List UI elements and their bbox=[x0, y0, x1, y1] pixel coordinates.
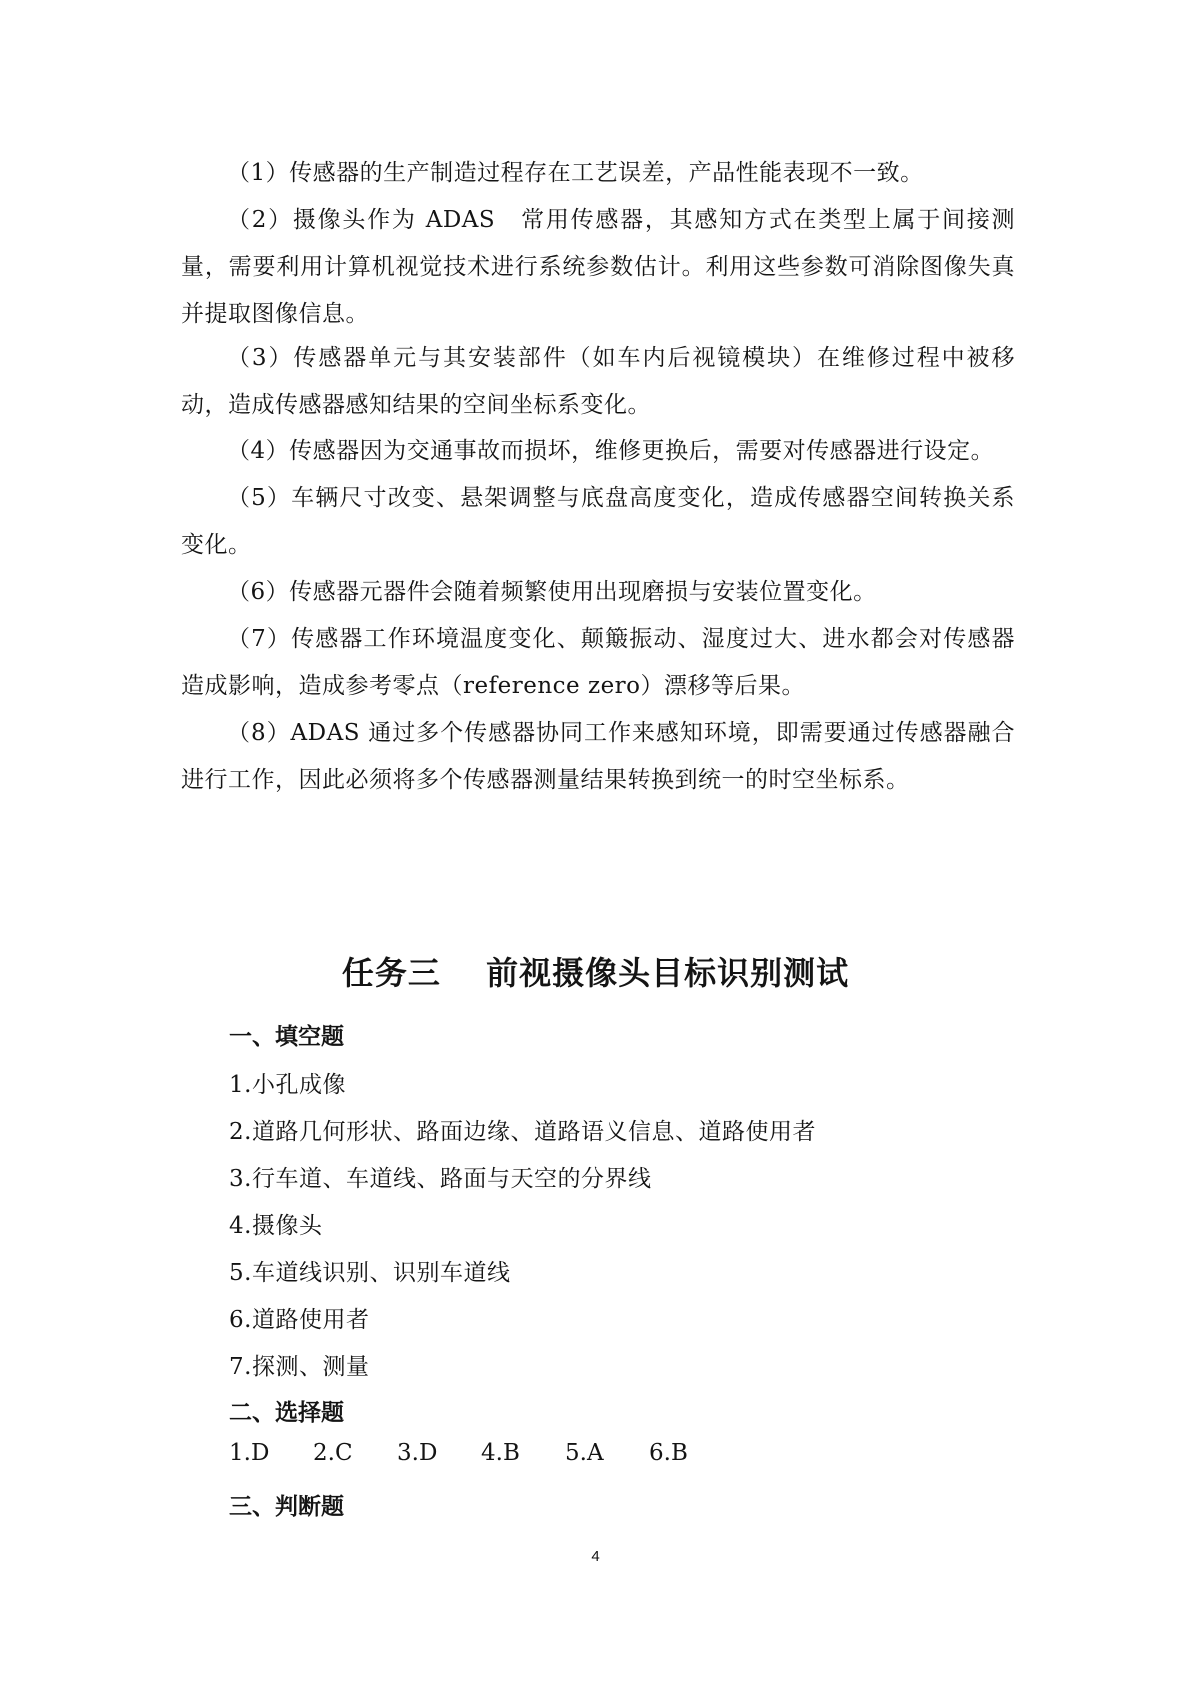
paragraph-4: （4）传感器因为交通事故而损坏，维修更换后，需要对传感器进行设定。 bbox=[227, 438, 995, 464]
paragraph-6: （6）传感器元器件会随着频繁使用出现磨损与安装位置变化。 bbox=[227, 579, 877, 605]
true-false-heading: 三、判断题 bbox=[229, 1494, 344, 1520]
paragraph-7: （7）传感器工作环境温度变化、颠簸振动、湿度过大、进水都会对传感器造成影响，造成参考零点（reference zero）漂移等后果。 bbox=[181, 626, 1015, 699]
choice-answer-3: 3.D bbox=[397, 1440, 438, 1466]
choice-answer-4: 4.B bbox=[481, 1440, 520, 1466]
paragraph-8: （8）ADAS 通过多个传感器协同工作来感知环境，即需要通过传感器融合进行工作，因此必须将多个传感器测量结果转换到统一的时空坐标系。 bbox=[181, 720, 1015, 793]
fill-blank-answer-3: 3.行车道、车道线、路面与天空的分界线 bbox=[229, 1166, 652, 1192]
multiple-choice-answers bbox=[229, 1440, 733, 1466]
paragraph-1: （1）传感器的生产制造过程存在工艺误差，产品性能表现不一致。 bbox=[227, 160, 924, 186]
fill-blank-answer-2: 2.道路几何形状、路面边缘、道路语义信息、道路使用者 bbox=[229, 1119, 816, 1145]
paragraph-5: （5）车辆尺寸改变、悬架调整与底盘高度变化，造成传感器空间转换关系变化。 bbox=[181, 485, 1015, 558]
paragraph-3: （3）传感器单元与其安装部件（如车内后视镜模块）在维修过程中被移动，造成传感器感知结果的空间坐标系变化。 bbox=[181, 345, 1015, 418]
fill-blank-answer-7: 7.探测、测量 bbox=[229, 1354, 370, 1380]
choice-answer-6: 6.B bbox=[649, 1440, 688, 1466]
choice-answer-5: 5.A bbox=[565, 1440, 604, 1466]
fill-blank-answer-1: 1.小孔成像 bbox=[229, 1072, 346, 1098]
fill-blank-answer-6: 6.道路使用者 bbox=[229, 1307, 370, 1333]
paragraph-2: （2）摄像头作为 ADAS 常用传感器，其感知方式在类型上属于间接测量，需要利用计算机视觉技术进行系统参数估计。利用这些参数可消除图像失真并提取图像信息。 bbox=[181, 207, 1015, 327]
task-title: 任务三 前视摄像头目标识别测试 bbox=[341, 954, 850, 992]
multiple-choice-heading: 二、选择题 bbox=[229, 1400, 344, 1426]
choice-answer-1: 1.D bbox=[229, 1440, 270, 1466]
page-number: 4 bbox=[591, 1548, 600, 1565]
fill-blank-answer-5: 5.车道线识别、识别车道线 bbox=[229, 1260, 511, 1286]
choice-answer-2: 2.C bbox=[313, 1440, 353, 1466]
fill-blank-heading: 一、填空题 bbox=[229, 1024, 344, 1050]
fill-blank-answer-4: 4.摄像头 bbox=[229, 1213, 323, 1239]
